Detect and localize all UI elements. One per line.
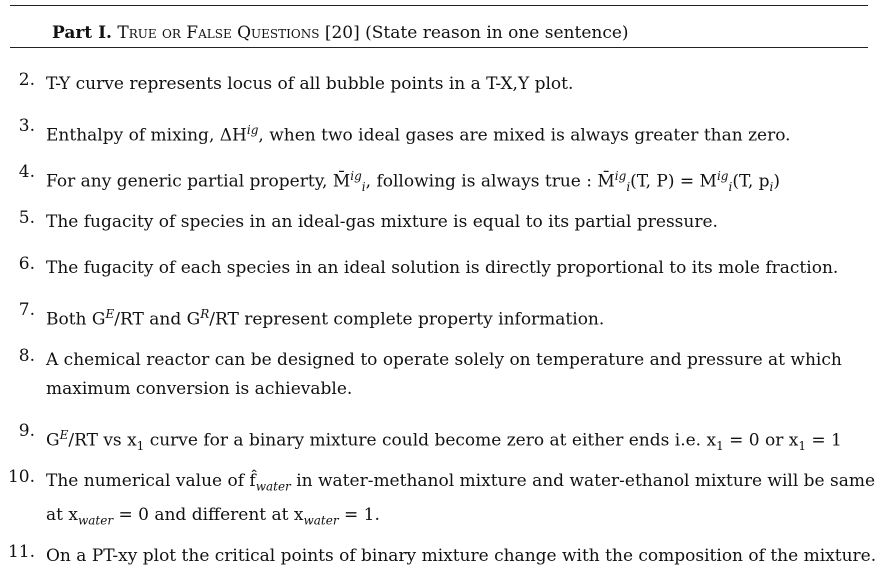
question-text: For any generic partial property, M̄$^{ig}_i$, following is always true : M̄$^{ig}_i$(T, $P) = M^{ig}_i(T$, $p_i$) <box>46 169 780 195</box>
question-text: Both $G^E/RT$ and $G^R/RT$ represent complete property information. <box>46 307 605 330</box>
question-text: The numerical value of $f̂_{water}$ in water-methanol mixture and water-ethanol mixture will be same at $x_{water} = 0$ and different at $x_{water} = 1$. <box>46 471 876 528</box>
question-text: The fugacity of species in an ideal-gas mixture is equal to its partial pressure. <box>46 212 718 232</box>
part-label: Part I. <box>52 23 112 43</box>
question-number: 5. <box>18 208 35 228</box>
header-rule <box>10 47 868 48</box>
question-text: A chemical reactor can be designed to operate solely on temperature and pressure at which maximum conversion is achievable. <box>46 350 842 399</box>
instruction-note: (State reason in one sentence) <box>365 23 629 43</box>
question-number: 9. <box>18 421 35 441</box>
question-text: $G^E/RT$ vs $x_1$ curve for a binary mixture could become zero at either ends i.e. $x_1 = 0$ or $x_1 = 1$ <box>46 428 842 454</box>
points-label: [20] <box>324 23 360 43</box>
top-rule <box>10 5 868 6</box>
question-number: 6. <box>18 254 35 274</box>
question-text: T-Y curve represents locus of all bubble points in a T-X,Y plot. <box>46 74 574 94</box>
question-number: 8. <box>18 346 35 366</box>
section-header <box>52 23 629 43</box>
question-number: 7. <box>18 300 35 320</box>
section-title: True or False Questions <box>117 23 320 43</box>
question-text: The fugacity of each species in an ideal solution is directly proportional to its mole fraction. <box>46 258 839 278</box>
question-number: 11. <box>7 542 35 562</box>
question-number: 4. <box>18 162 35 182</box>
question-text: Enthalpy of mixing, $\Delta H^{ig}$, when two ideal gases are mixed is always greater than zero. <box>46 123 791 146</box>
question-number: 2. <box>18 70 35 90</box>
question-number: 3. <box>18 116 35 136</box>
question-number: 10. <box>7 467 35 487</box>
question-text: On a PT-xy plot the critical points of binary mixture change with the composition of the mixture. <box>46 546 877 566</box>
